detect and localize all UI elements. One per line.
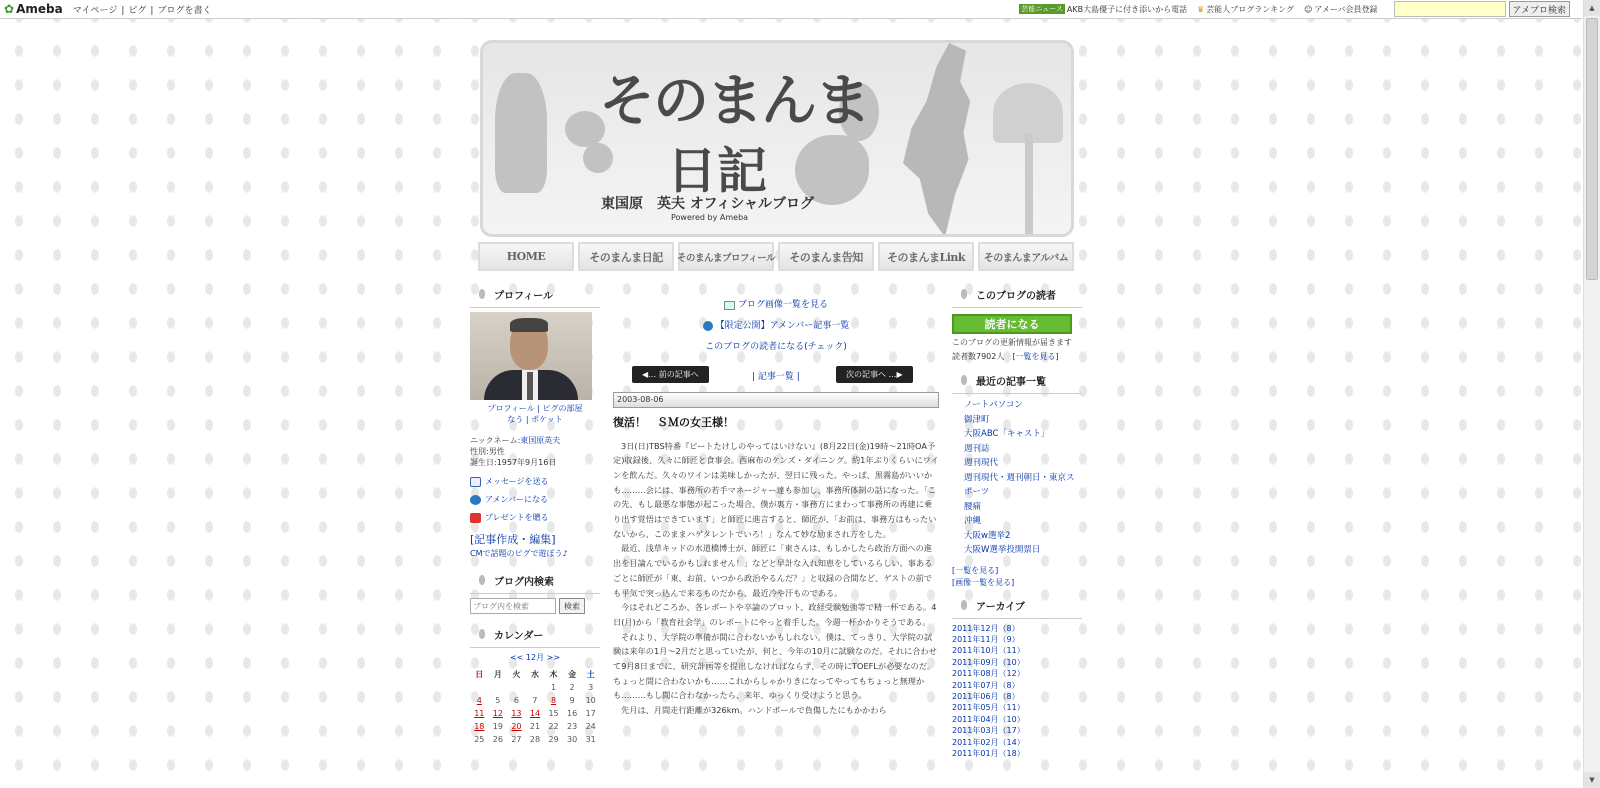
member-icon: [703, 321, 713, 331]
calendar-day: 15: [548, 709, 559, 718]
archive-link[interactable]: 2011年11月（9）: [952, 634, 1020, 644]
blog-search-heading: ブログ内検索: [470, 568, 600, 594]
profile-heading: プロフィール: [470, 282, 600, 308]
recent-heading: 最近の記事一覧: [952, 368, 1082, 394]
top-right: [1009, 1, 1570, 17]
ameblo-search-input[interactable]: [1394, 1, 1506, 17]
main-top-links: [613, 296, 939, 356]
ameba-leaf-icon: ✿: [4, 2, 15, 16]
crown-icon: ♛: [1197, 4, 1205, 14]
archive-list: [952, 623, 1082, 760]
calendar-day: [526, 681, 545, 694]
smile-icon: ☺: [1304, 4, 1313, 14]
envelope-icon: [470, 477, 481, 487]
entry-date: 2003-08-06: [613, 392, 939, 408]
calendar-day: 25: [474, 735, 485, 744]
member-icon: [470, 495, 481, 505]
calendar-day: 9: [569, 696, 575, 705]
top-link-pigg[interactable]: ピグ: [128, 5, 147, 16]
recent-article-link[interactable]: 大阪W選挙投開票日: [964, 545, 1041, 555]
blog-search-button[interactable]: 検索: [559, 598, 585, 614]
heading-marker-icon: [476, 626, 488, 642]
send-present-link[interactable]: プレゼントを贈る: [470, 512, 600, 523]
moai-silhouette: [495, 73, 547, 193]
top-links: [73, 3, 216, 16]
recent-article-link[interactable]: 沖縄: [964, 516, 982, 526]
calendar-day: 7: [532, 696, 538, 705]
recent-more: [952, 565, 1082, 589]
calendar-day: [489, 681, 508, 694]
archive-link[interactable]: 2011年01月（18）: [952, 748, 1025, 758]
entry-paragraph: 最近、浅草キッドの水道橋博士が、師匠に「東さんは、もしかしたら政治方面への進出を目論んでいるかもしれません！」などと早計な入れ知恵をしているらしい。事あるごとに師匠が「東、お前、いつから政治やるんだ？」と収録の合間など、ゲストの前でも平気で突っ込んで来るものだから、最近冷や汗ものである。: [613, 543, 933, 598]
heading-marker-icon: [958, 597, 970, 613]
recent-article-link[interactable]: ノートパソコン: [964, 400, 1023, 410]
news-badge: 芸能ニュース: [1021, 5, 1063, 13]
calendar-day: 22: [548, 722, 559, 731]
archive-link[interactable]: 2011年08月（12）: [952, 669, 1025, 679]
page-scrollbar[interactable]: [1583, 0, 1600, 788]
reader-list-link[interactable]: [一覧を見る]: [1012, 352, 1059, 361]
calendar-day-link[interactable]: 20: [511, 722, 522, 731]
send-message-link[interactable]: メッセージを送る: [470, 476, 600, 487]
become-reader-button[interactable]: 読者になる: [952, 314, 1072, 334]
blog-title-line1: そのまんま: [599, 68, 869, 134]
miyazaki-map-silhouette: [903, 43, 987, 237]
archive-link[interactable]: 2011年06月（8）: [952, 691, 1020, 701]
archive-link[interactable]: 2011年02月（14）: [952, 737, 1025, 747]
edit-article-link[interactable]: [記事作成・編集] CMで話題のピグで遊ぼう♪: [470, 533, 568, 558]
nav-link[interactable]: そのまんまLink: [878, 242, 974, 271]
archive-link[interactable]: 2011年07月（8）: [952, 680, 1020, 690]
calendar-day-link[interactable]: 11: [474, 709, 485, 718]
calendar-day: 16: [567, 709, 578, 718]
recent-article-link[interactable]: 週刊誌: [964, 443, 990, 454]
register-link[interactable]: ☺ アメーバ会員登録: [1304, 4, 1378, 14]
blog-title-line2: 日記: [667, 141, 767, 200]
blog-images-link[interactable]: ブログ画像一覧を見る: [724, 296, 828, 314]
divider: |: [150, 5, 154, 16]
weekday: 月: [493, 670, 502, 679]
news-link[interactable]: 芸能ニュース AKB大島優子に付き添いから電話: [1021, 4, 1188, 14]
calendar-heading: カレンダー: [470, 622, 600, 648]
weekday: 日: [475, 670, 484, 679]
weekday: 土: [586, 670, 595, 679]
calendar-month-nav[interactable]: << 12月 >>: [509, 653, 561, 662]
calendar-day: 28: [529, 735, 541, 744]
entry-paragraph: 今はそれどころか、各レポートや卒論のプロット、政経受験勉強等で精一杯である。4日(月)から「教育社会学」のレポートにやっと着手した。今週一杯かかりそうである。: [613, 602, 937, 627]
weekday: 木: [549, 670, 558, 679]
readers-heading: このブログの読者: [952, 282, 1082, 308]
palm-trunk-silhouette: [1025, 133, 1033, 237]
gift-icon: [470, 513, 481, 523]
calendar-day-link[interactable]: 12: [492, 709, 503, 718]
weekday: 金: [568, 670, 577, 679]
article-list-link[interactable]: | 記事一覧 |: [752, 371, 800, 382]
image-icon: [724, 301, 735, 310]
profile-links-line2[interactable]: なう | ポケット: [507, 415, 563, 424]
profile-info: ニックネーム:東国原英夫 性別:男性 誕生日:1957年9月16日: [470, 435, 600, 468]
calendar-day-link[interactable]: 13: [511, 709, 522, 718]
scroll-thumb[interactable]: [1586, 18, 1598, 280]
right-sidebar: [952, 282, 1082, 759]
nav-album[interactable]: そのまんまアルバム: [978, 242, 1074, 271]
nav-notice[interactable]: そのまんま告知: [778, 242, 874, 271]
weekday: 水: [530, 670, 539, 679]
recent-article-link[interactable]: 腰痛: [964, 501, 982, 512]
archive-link[interactable]: 2011年10月（11）: [952, 646, 1025, 656]
reader-count-row: [952, 351, 1082, 362]
calendar-day-link[interactable]: 14: [529, 709, 541, 718]
become-reader-link[interactable]: このブログの読者になる(チェック): [705, 341, 847, 352]
profile-photo[interactable]: [470, 312, 592, 400]
calendar-day-link[interactable]: 8: [550, 696, 557, 705]
heading-marker-icon: [958, 372, 970, 388]
calendar-day: 17: [585, 709, 596, 718]
calendar-day: 21: [529, 722, 541, 731]
archive-heading: アーカイブ: [952, 593, 1082, 619]
divider: |: [121, 5, 125, 16]
mango-silhouette: [583, 143, 613, 173]
nickname-link[interactable]: 東国原英夫: [520, 436, 561, 445]
nav-diary[interactable]: そのまんま日記: [578, 242, 674, 271]
calendar-day: 5: [495, 696, 501, 705]
image-list-link[interactable]: [画像一覧を見る]: [952, 577, 1015, 587]
recent-article-link[interactable]: 週刊現代・週刊朝日・東京スポーツ: [964, 472, 1075, 497]
heading-marker-icon: [476, 286, 488, 302]
reader-count: 読者数7902人: [952, 352, 1005, 361]
calendar-day: 26: [492, 735, 503, 744]
calendar-table: [470, 668, 600, 746]
heading-marker-icon: [958, 286, 970, 302]
article-pager: [613, 366, 939, 386]
blog-nav: [478, 242, 1078, 271]
scroll-up-arrow-icon[interactable]: ▲: [1584, 0, 1600, 16]
calendar-day: 2: [569, 683, 575, 692]
left-sidebar: [470, 282, 600, 746]
calendar: [470, 652, 600, 746]
ameba-top-bar: [0, 0, 1582, 19]
calendar-day: 10: [585, 696, 596, 705]
blog-search: [470, 598, 600, 614]
recent-article-link[interactable]: 週刊現代: [964, 458, 999, 468]
blog-search-input[interactable]: [470, 598, 556, 614]
calendar-day: 27: [511, 735, 522, 744]
calendar-day: 23: [567, 722, 578, 731]
nav-profile[interactable]: そのまんまプロフィール: [678, 242, 774, 271]
entry-title[interactable]: 復活！ ＳＭの女王様！: [613, 415, 734, 429]
entry-paragraph: 先月は、月間走行距離が326km。ハンドボールで負傷したにもかかわら: [621, 705, 887, 716]
archive-link[interactable]: 2011年12月（8）: [952, 623, 1020, 633]
recent-article-link[interactable]: 御津町: [964, 414, 990, 425]
blog-subtitle: 東国原 英夫 オフィシャルブログ: [601, 196, 815, 212]
pigg-promo-link[interactable]: CMで話題のピグで遊ぼう♪: [470, 549, 568, 558]
calendar-day: 31: [585, 735, 596, 744]
calendar-day: 24: [585, 722, 596, 731]
weekday: 火: [512, 670, 521, 679]
gender: 性別:男性: [470, 447, 505, 456]
nav-home[interactable]: HOME: [478, 242, 574, 271]
recent-article-link[interactable]: 大阪ABC「キャスト」: [964, 429, 1050, 439]
archive-link[interactable]: 2011年05月（11）: [952, 703, 1025, 713]
scroll-down-arrow-icon[interactable]: ▼: [1584, 772, 1600, 788]
blog-header-banner[interactable]: [480, 40, 1074, 237]
recent-list-link[interactable]: [一覧を見る]: [952, 565, 999, 575]
calendar-day-link[interactable]: 18: [474, 722, 485, 731]
profile-links-line1[interactable]: プロフィール | ピグの部屋: [487, 404, 583, 413]
calendar-day: 19: [492, 722, 503, 731]
prev-article-button[interactable]: ◀… 前の記事へ: [632, 366, 709, 383]
become-member-link[interactable]: アメンバーになる: [470, 494, 600, 505]
entry-body: [613, 439, 939, 718]
calendar-day: [507, 681, 526, 694]
ameblo-search-button[interactable]: アメブロ検索: [1509, 1, 1570, 17]
main-column: [613, 296, 939, 718]
calendar-day: 30: [567, 735, 578, 744]
powered-by-ameba: Powered by Ameba: [671, 213, 749, 222]
calendar-day: 29: [548, 735, 559, 744]
calendar-day: [470, 681, 489, 694]
calendar-day: 1: [550, 683, 557, 692]
calendar-day: 6: [513, 696, 519, 705]
calendar-day-link[interactable]: 4: [476, 696, 482, 705]
photo-tie: [527, 372, 533, 400]
member-articles-link[interactable]: 【限定公開】アメンバー記事一覧: [703, 317, 850, 335]
archive-link[interactable]: 2011年03月（17）: [952, 726, 1025, 736]
profile-links: [470, 403, 600, 425]
archive-link[interactable]: 2011年09月（10）: [952, 657, 1025, 667]
heading-marker-icon: [476, 572, 488, 588]
top-link-write-blog[interactable]: ブログを書く: [157, 5, 212, 16]
next-article-button[interactable]: 次の記事へ …▶: [836, 366, 913, 383]
birthday: 誕生日:1957年9月16日: [470, 458, 557, 467]
entry-paragraph: それより、大学院の準備が間に合わないかもしれない。僕は、てっきり、大学院の試験は来年の1月〜2月だと思っていたが、何と、今年の10月に試験なのだ。それに合わせて9月8日までに、研究計画等を提出しなければならず、その時にTOEFLが必要なのだ。ちょっと間に合わないかも……これからしゃかりきになってやってもちょっと無理かも………もし間に合わなかったら、来年、ゆっくり受けようと思う。: [613, 631, 937, 701]
entry-paragraph: 3日(日)TBS特番『ビートたけしのやってはいけない』(8月22日(金)19時〜21時OA予定)収録後、久々に師匠と食事会。西麻布のケンズ・ダイニング。約1年ぶりくらいにワインを飲んだ。久々のワインは美味しかったが、翌日に残った。やっぱ、黒霧島がいいかも………会には、事務所の若手マネージャー達も参加し、事務所体制の話になった。「この先、もし最悪な事態が起こった場合、僕が裏方・事務方にまわって事務所の再建に乗り出す覚悟はできています」と師匠に進言すると、師匠が、「お前は、事務方はもったいないから、このままハゲタレントでいろ！」なんて妙な励まされ方をした。: [613, 440, 939, 539]
ranking-link[interactable]: ♛ 芸能人ブログランキング: [1197, 4, 1295, 14]
archive-link[interactable]: 2011年04月（10）: [952, 714, 1025, 724]
recent-articles: [952, 398, 1082, 558]
calendar-day: 3: [588, 683, 594, 692]
recent-article-link[interactable]: 大阪w選挙2: [964, 530, 1011, 541]
photo-hair: [510, 318, 548, 332]
top-link-mypage[interactable]: マイページ: [72, 5, 118, 16]
ameba-logo[interactable]: ✿ Ameba: [4, 2, 63, 16]
update-note: このブログの更新情報が届きます: [952, 338, 1072, 347]
